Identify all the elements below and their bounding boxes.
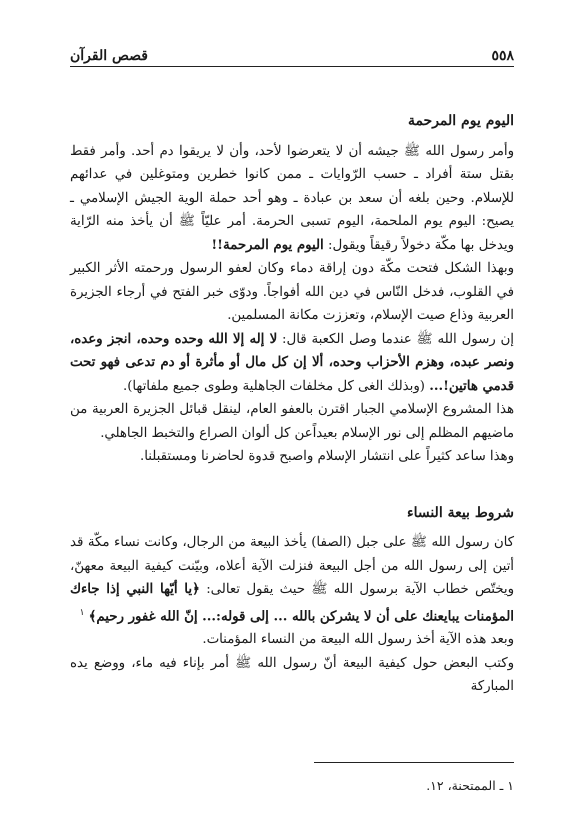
paragraph: وهذا ساعد كثيراً على انتشار الإسلام واصبح قدوة لحاضرنا ومستقبلنا.: [139, 449, 514, 464]
footnote-marker[interactable]: ١: [79, 607, 85, 618]
section-gap: [70, 469, 514, 502]
bold-phrase: اليوم يوم المرحمة!!: [211, 237, 324, 253]
paragraph: إن رسول الله ﷺ عندما وصل الكعبة قال: لا إله إلا الله وحده وحده، انجز وعده، ونصر عبده، وهزم الأحزاب وحده، ألا إن كل مال أو مأثرة أو دم تدعى فهو تحت قدمي هاتين!... (وبذلك الغى كل مخلفات الجاهلية وطوى جميع ملفاتها).: [70, 331, 514, 394]
paragraph: وبعد هذه الآية أخذ رسول الله البيعة من النساء المؤمنات.: [202, 632, 514, 648]
running-header: [70, 38, 514, 64]
section-title-women-pledge: شروط بيعة النساء: [406, 504, 514, 521]
book-title: قصص القرآن: [70, 48, 148, 64]
section-title-mercy: اليوم يوم المرحمة: [407, 113, 514, 129]
bold-quote: لا إله إلا الله وحده وحده، انجز وعده، ونصر عبده، وهزم الأحزاب وحده، ألا إن كل مال أو مأثرة أو دم تدعى فهو تحت قدمي هاتين!...: [70, 331, 514, 394]
paragraph: وبهذا الشكل فتحت مكّة دون إراقة دماء وكان لعفو الرسول ورحمته الأثر الكبير في القلوب، فدخل النّاس في دين الله أفواجاً. ودوّى خبر الفتح في أرجاء الجزيرة العربية وذاع صيت الإسلام، وتعززت مكانة المسلمين.: [70, 261, 514, 323]
paragraph: هذا المشروع الإسلامي الجبار اقترن بالعفو العام، لينقل قبائل الجزيرة العربية من ماضيهم المظلم إلى نور الإسلام بعيداًعن كل ألوان الصراع والتخبط الجاهلي.: [70, 402, 514, 441]
header-rule: [70, 66, 514, 67]
footnote: ١ ـ الممتحنة، ١٢.: [426, 778, 514, 793]
paragraph: وكتب البعض حول كيفية البيعة أنّ رسول الله ﷺ أمر بإناء فيه ماء، ووضع يده المباركة: [70, 655, 514, 695]
page-body: [70, 110, 514, 699]
page-number: ٥٥٨: [491, 48, 514, 64]
paragraph: كان رسول الله ﷺ على جبل (الصفا) يأخذ البيعة من الرجال، وكانت نساء مكّة قد أتين إلى رسول الله من أجل البيعة فنزلت الآية أعلاه، وبيّنت كيفية البيعة معهنّ، ويختّص خطاب الآية برسول الله ﷺ حيث يقول تعالى: ﴿يا أيّها النبي إذا جاءك المؤمنات يبايعنك على أن لا يشركن بالله ... إلى قوله:... إنّ الله غفور رحيم﴾ $^١$: [70, 535, 514, 624]
paragraph: وأمر رسول الله ﷺ جيشه أن لا يتعرضوا لأحد، وأن لا يريقوا دم أحد. وأمر فقط بقتل ستة أفراد ـ حسب الرّوايات ـ ممن كانوا خطرين ومتوغلين في عدائهم للإسلام. وحين بلغه أن سعد بن عبادة ـ وهو أحد حملة الوية الجيش الإسلامي ـ يصيح: اليوم يوم الملحمة، اليوم تسبى الحرمة. أمر عليّاً ﷺ أن يأخذ منه الرّاية ويدخل بها مكّة دخولاً رقيقاً ويقول: اليوم يوم المرحمة!!: [70, 143, 514, 253]
footnote-rule: [314, 762, 514, 763]
quran-verse: ﴿يا أيّها النبي إذا جاءك المؤمنات يبايعنك على أن لا يشركن بالله ... إلى قوله:... إنّ الله غفور رحيم﴾: [70, 582, 514, 624]
